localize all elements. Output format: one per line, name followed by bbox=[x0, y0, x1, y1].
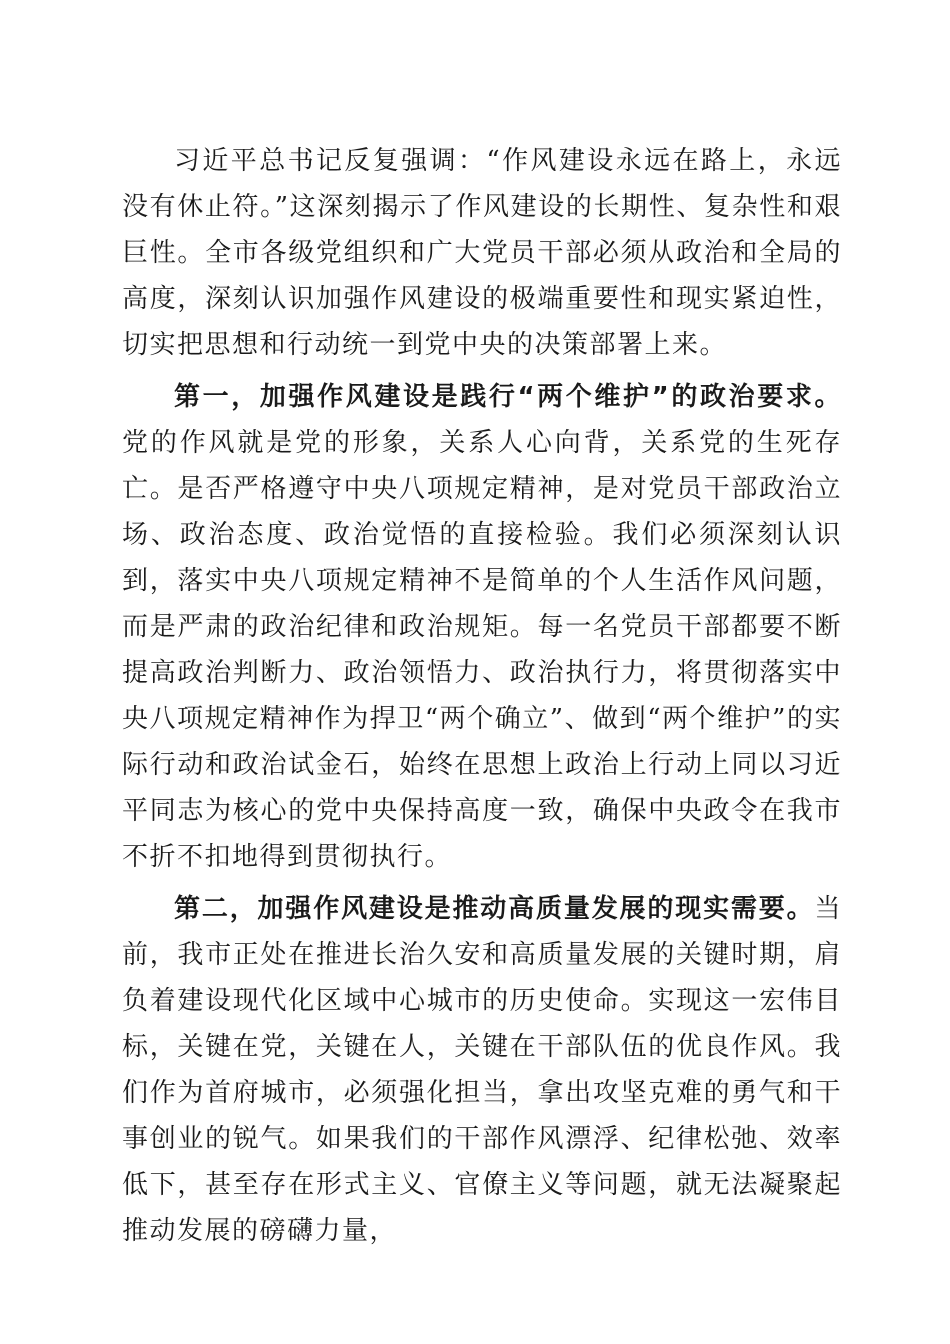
paragraph-first-point-heading: 第一，加强作风建设是践行“两个维护”的政治要求。 bbox=[174, 382, 842, 412]
paragraph-second-point bbox=[122, 886, 842, 1254]
paragraph-intro-text: 习近平总书记反复强调：“作风建设永远在路上，永远没有休止符。”这深刻揭示了作风建设的长期性、复杂性和艰巨性。全市各级党组织和广大党员干部必须从政治和全局的高度，深刻认识加强作风建设的极端重要性和现实紧迫性，切实把思想和行动统一到党中央的决策部署上来。 bbox=[122, 146, 842, 360]
paragraph-intro bbox=[122, 138, 842, 368]
paragraph-second-point-text: 当前，我市正处在推进长治久安和高质量发展的关键时期，肩负着建设现代化区域中心城市的历史使命。实现这一宏伟目标，关键在党，关键在人，关键在干部队伍的优良作风。我们作为首府城市，必须强化担当，拿出攻坚克难的勇气和干事创业的锐气。如果我们的干部作风漂浮、纪律松弛、效率低下，甚至存在形式主义、官僚主义等问题，就无法凝聚起推动发展的磅礴力量， bbox=[122, 894, 842, 1246]
paragraph-first-point-text: 党的作风就是党的形象，关系人心向背，关系党的生死存亡。是否严格遵守中央八项规定精神，是对党员干部政治立场、政治态度、政治觉悟的直接检验。我们必须深刻认识到，落实中央八项规定精神不是简单的个人生活作风问题，而是严肃的政治纪律和政治规矩。每一名党员干部都要不断提高政治判断力、政治领悟力、政治执行力，将贯彻落实中央八项规定精神作为捍卫“两个确立”、做到“两个维护”的实际行动和政治试金石，始终在思想上政治上行动上同以习近平同志为核心的党中央保持高度一致，确保中央政令在我市不折不扣地得到贯彻执行。 bbox=[122, 428, 842, 872]
paragraph-second-point-heading: 第二，加强作风建设是推动高质量发展的现实需要。 bbox=[174, 894, 815, 924]
paragraph-first-point bbox=[122, 374, 842, 880]
document-body bbox=[122, 138, 842, 1254]
